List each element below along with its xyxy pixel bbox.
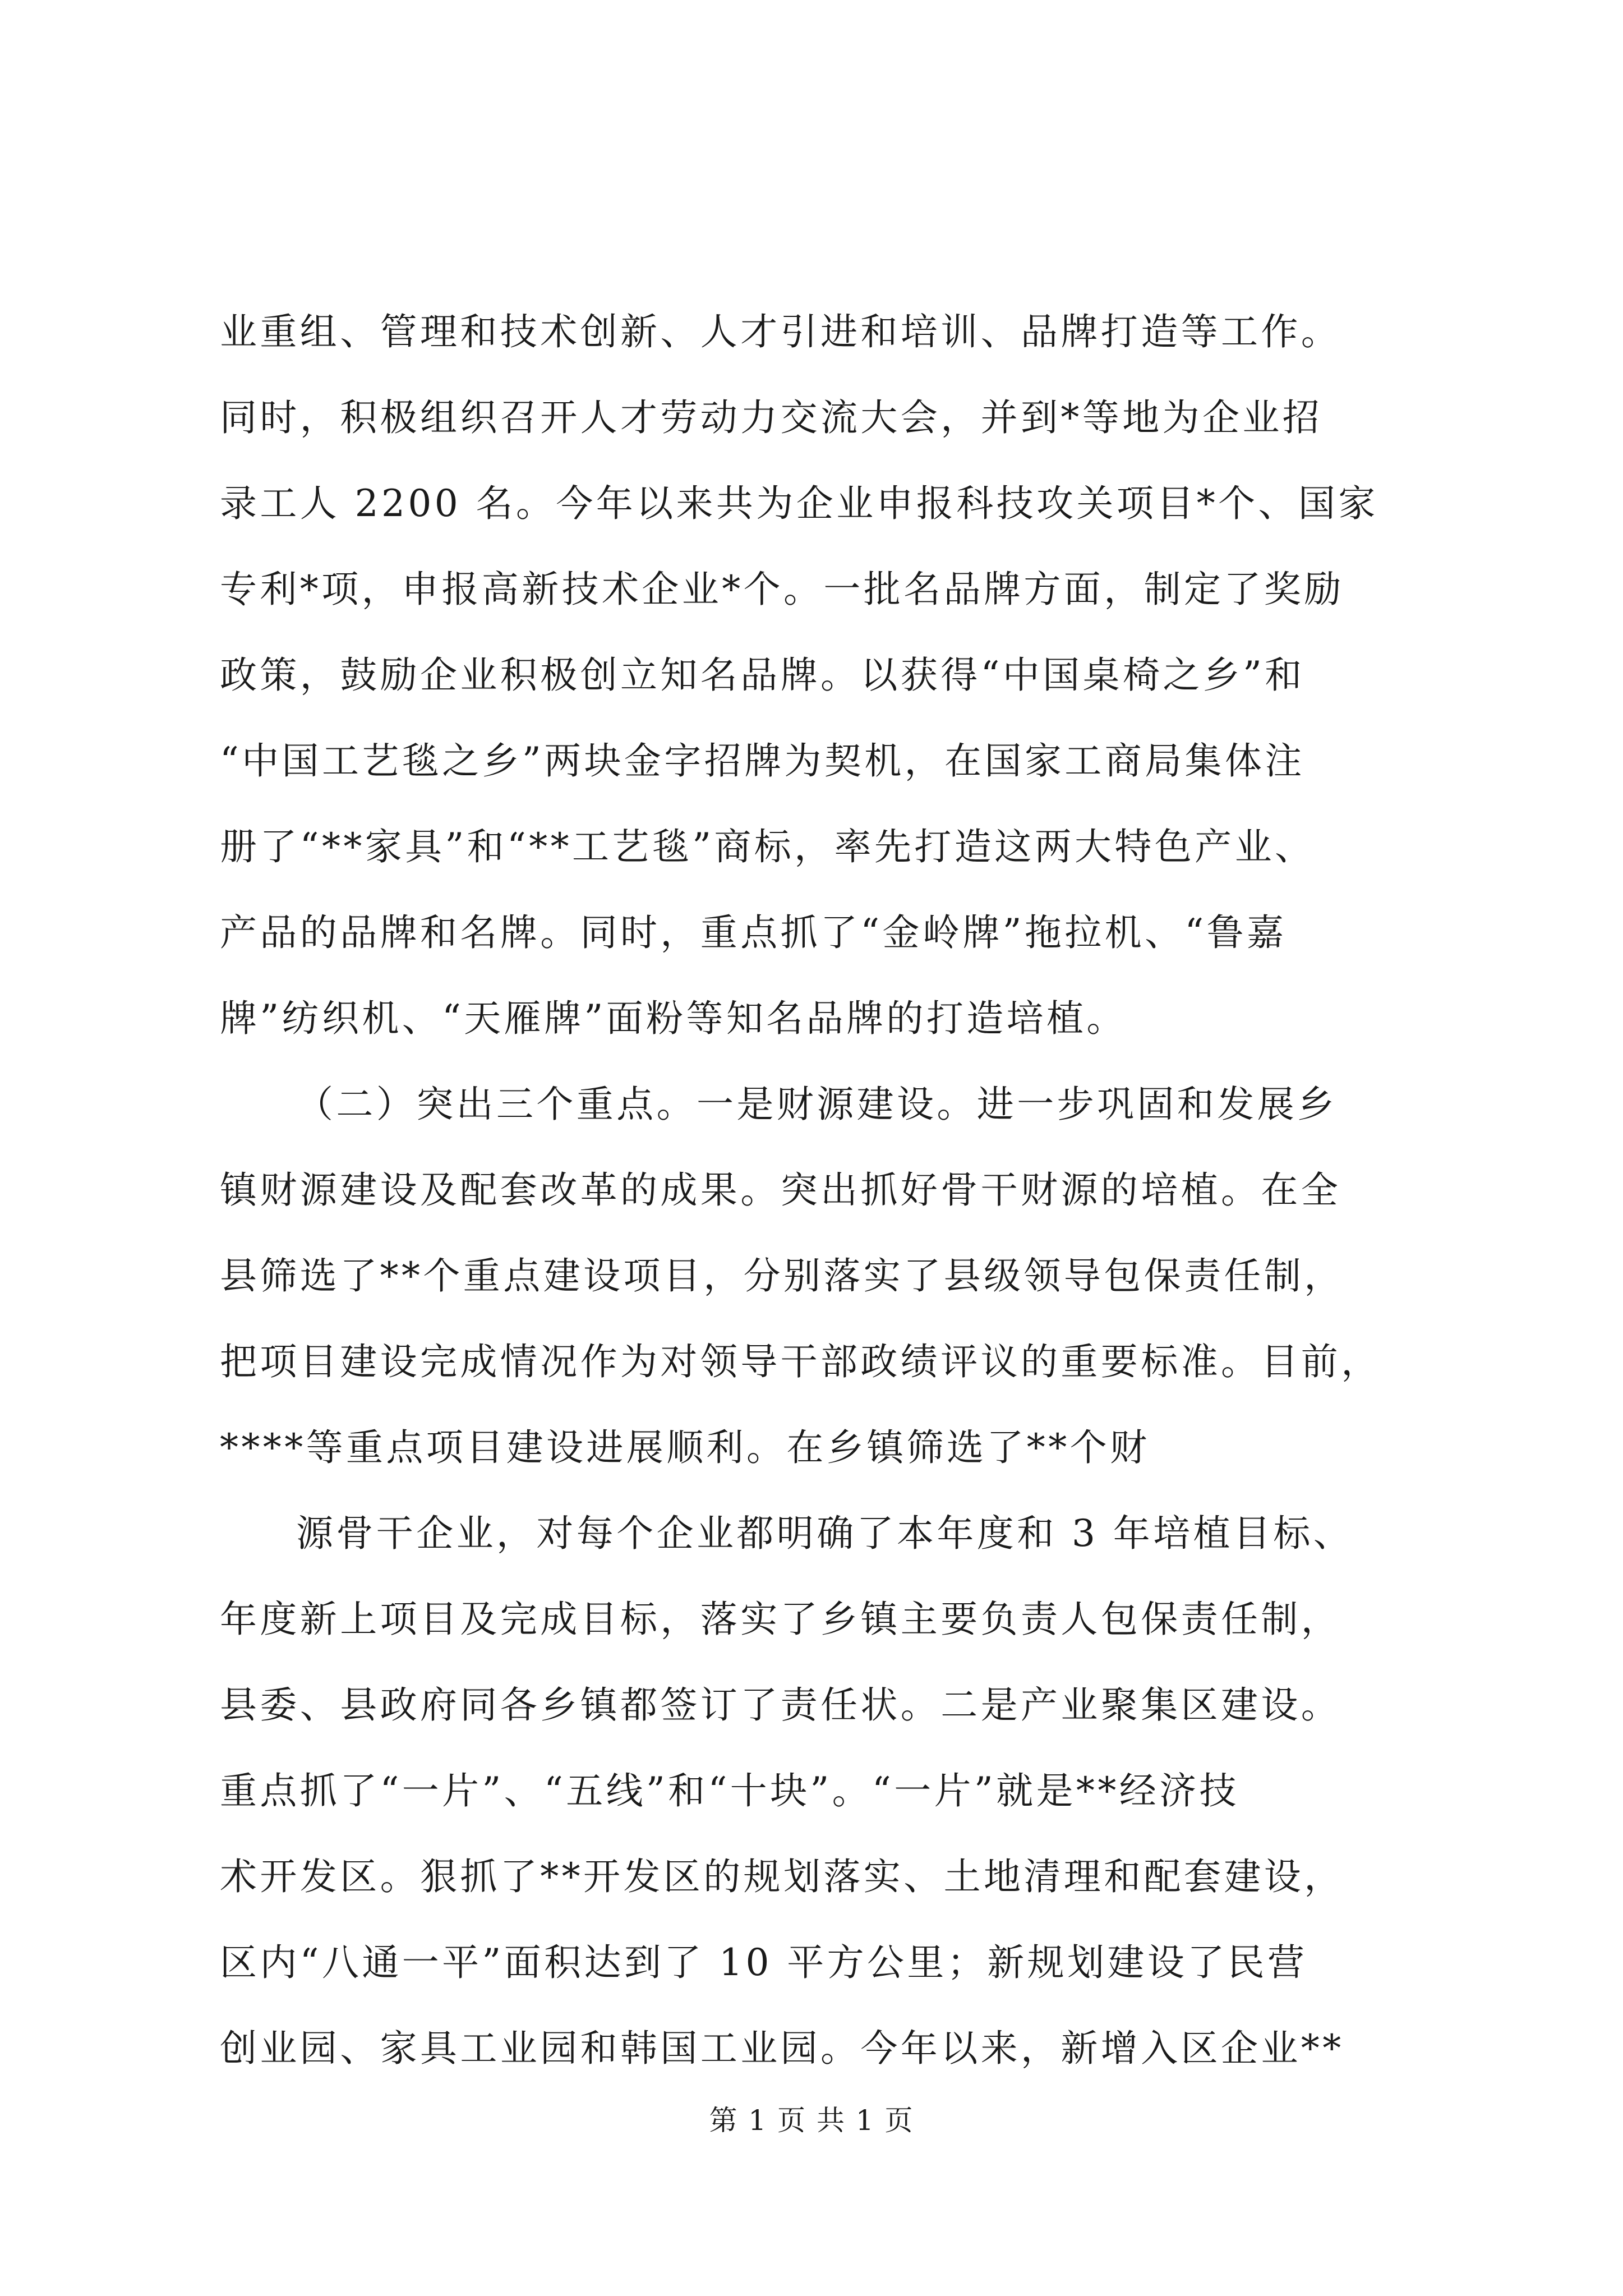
line-text: 把项目建设完成情况作为对领导干部政绩评议的重要标准。目前， [220,1340,1381,1383]
line-text: 册了“**家具”和“**工艺毯”商标，率先打造这两大特色产业、 [220,825,1315,868]
text-line [0,290,1623,374]
line-text: （二）突出三个重点。一是财源建设。进一步巩固和发展乡 [296,1083,1338,1126]
text-line [0,1234,1623,1318]
text-line [0,805,1623,889]
text-line [0,719,1623,803]
text-line [0,633,1623,717]
line-text: 政策，鼓励企业积极创立知名品牌。以获得“中国桌椅之乡”和 [220,654,1305,697]
line-text: 镇财源建设及配套改革的成果。突出抓好骨干财源的培植。在全 [220,1168,1341,1212]
line-text: 录工人 2200 名。今年以来共为企业申报科技攻关项目*个、国家 [220,482,1378,525]
line-text: 专利*项，申报高新技术企业*个。一批名品牌方面，制定了奖励 [220,568,1344,611]
text-line [0,1663,1623,1747]
text-line [0,891,1623,975]
line-text: 牌”纺织机、“天雁牌”面粉等知名品牌的打造培植。 [220,997,1127,1040]
text-line [0,462,1623,546]
line-text: 县筛选了**个重点建设项目，分别落实了县级领导包保责任制， [220,1254,1344,1297]
line-text: 源骨干企业，对每个企业都明确了本年度和 3 年培植目标、 [296,1512,1354,1555]
line-text: 重点抓了“一片”、“五线”和“十块”。“一片”就是**经济技 [220,1769,1239,1812]
text-line [0,977,1623,1061]
line-text: 区内“八通一平”面积达到了 10 平方公里；新规划建设了民营 [220,1941,1308,1984]
text-line [0,1406,1623,1490]
text-line [0,1320,1623,1404]
line-text: 产品的品牌和名牌。同时，重点抓了“金岭牌”拖拉机、“鲁嘉 [220,911,1287,954]
line-text: 创业园、家具工业园和韩国工业园。今年以来，新增入区企业** [220,2027,1344,2070]
text-line [0,1921,1623,2005]
text-line [0,376,1623,460]
text-line [0,1749,1623,1833]
text-line [0,1062,1623,1147]
text-line [0,1835,1623,1919]
page-footer: 第 1 页 共 1 页 [709,2104,914,2137]
line-text: 同时，积极组织召开人才劳动力交流大会，并到*等地为企业招 [220,396,1323,439]
line-text: “中国工艺毯之乡”两块金字招牌为契机，在国家工商局集体注 [220,739,1305,783]
text-line [0,2007,1623,2091]
line-text: 业重组、管理和技术创新、人才引进和培训、品牌打造等工作。 [220,310,1341,353]
text-line [0,1148,1623,1232]
text-line [0,1577,1623,1662]
text-line [0,1492,1623,1576]
line-text: ****等重点项目建设进展顺利。在乡镇筛选了**个财 [220,1426,1150,1469]
line-text: 县委、县政府同各乡镇都签订了责任状。二是产业聚集区建设。 [220,1683,1341,1727]
line-text: 术开发区。狠抓了**开发区的规划落实、土地清理和配套建设， [220,1855,1344,1898]
text-line [0,547,1623,632]
line-text: 年度新上项目及完成目标，落实了乡镇主要负责人包保责任制， [220,1598,1341,1641]
